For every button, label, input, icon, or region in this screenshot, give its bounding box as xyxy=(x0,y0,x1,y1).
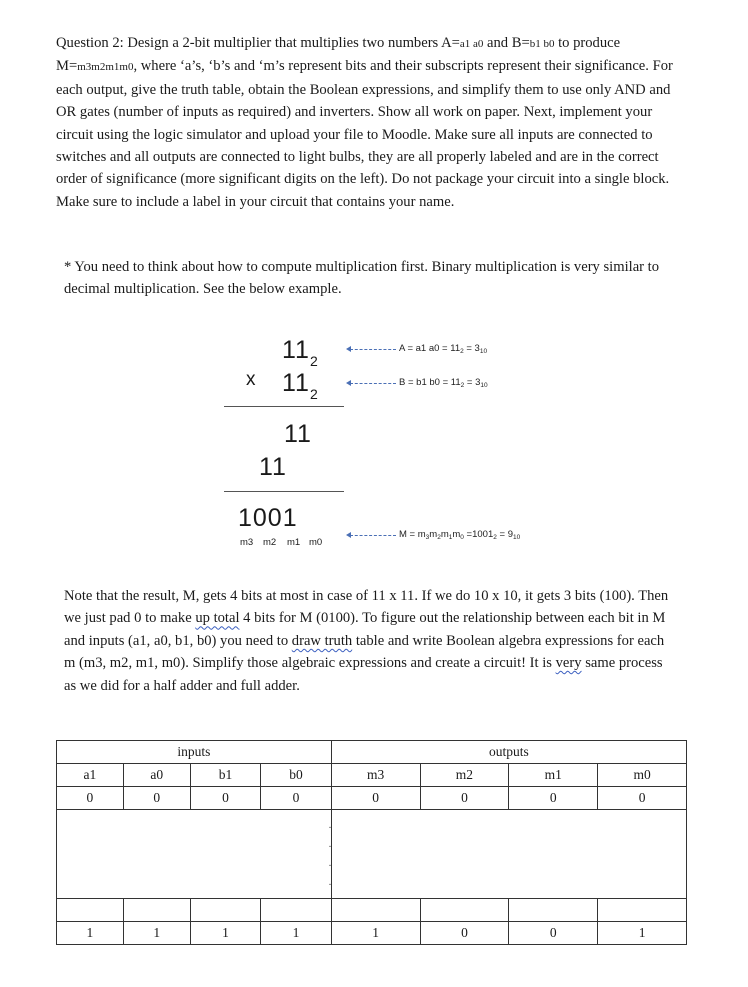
produce-text: to produce M= xyxy=(56,35,621,75)
cell xyxy=(420,899,509,922)
multiplier-base: 2 xyxy=(309,386,318,402)
product-result: 1001 xyxy=(238,504,298,532)
multiplicand: $11_2$ xyxy=(282,336,318,369)
arrow-left-icon xyxy=(350,535,396,536)
cell: 1 xyxy=(331,922,420,945)
cell: 0 xyxy=(420,922,509,945)
cell xyxy=(261,899,332,922)
spellcheck-underline: very xyxy=(555,655,582,672)
question-rest: , where ‘a’s, ‘b’s and ‘m’s represent bits and their subscripts represent their significance. For each output, give the truth table, obtain the Boolean expressions, and simplify them to use only AND and OR gates (number of inputs as required) and inverters. Show all work on paper. Next, implement your circuit using the logic simulator and upload your file to Moodle. Make sure all inputs are connected to switches and all outputs are connected to light bulbs, they are all properly labeled and are in the correct order of significance (more significant digits on the left). Do not package your circuit into a single block. Make sure to include a label in your circuit that contains your name. xyxy=(56,58,673,210)
cell: 0 xyxy=(57,787,124,810)
cell: 0 xyxy=(509,922,598,945)
table-blank-row xyxy=(57,899,687,922)
cell: 1 xyxy=(123,922,190,945)
arrow-left-icon xyxy=(350,383,396,384)
multiplier: $11_2$ xyxy=(282,369,318,402)
cell: 1 xyxy=(261,922,332,945)
multiplicand-base: 2 xyxy=(309,353,318,369)
cell: 0 xyxy=(509,787,598,810)
header-b0: b0 xyxy=(261,764,332,787)
product-rule-bottom xyxy=(224,491,344,492)
partial-product-1: 11 xyxy=(284,420,312,448)
partial-product-2: 11 xyxy=(259,453,287,481)
cell xyxy=(123,899,190,922)
question-paragraph xyxy=(56,32,676,213)
spellcheck-underline: draw truth xyxy=(291,632,353,649)
annotation-m: $M = m_3m_2m_1m_0 =1001_2 = 9_{10}$ xyxy=(399,529,521,541)
table-row xyxy=(57,787,687,810)
hint-paragraph: * You need to think about how to compute multiplication first. Binary multiplication is very similar to decimal multiplication. See the below example. xyxy=(64,259,660,298)
ellipsis-dot: . xyxy=(328,858,332,869)
cell: 1 xyxy=(57,922,124,945)
ellipsis-cell xyxy=(328,810,686,899)
bit-label-m2: m2 xyxy=(263,537,277,548)
bit-label-m0: m0 xyxy=(309,537,323,548)
ellipsis-dot: . xyxy=(328,820,332,831)
header-m0: m0 xyxy=(598,764,687,787)
annotation-a: A = a1 $a0 = 11_2 = 3_{10}$ xyxy=(399,343,488,355)
times-sign: x xyxy=(246,369,257,390)
cell xyxy=(331,899,420,922)
cell: 0 xyxy=(598,787,687,810)
header-a1: a1 xyxy=(57,764,124,787)
cell xyxy=(57,899,124,922)
b-expression: b1 b0 xyxy=(529,38,555,50)
ellipsis-dot: . xyxy=(328,877,332,888)
table-ellipsis-row xyxy=(57,810,687,899)
table-header-row xyxy=(57,764,687,787)
cell: 1 xyxy=(598,922,687,945)
a-expression: a1 a0 xyxy=(459,38,484,50)
cell: 0 xyxy=(261,787,332,810)
cell xyxy=(190,899,261,922)
ellipsis-dot: . xyxy=(328,839,332,850)
table-row xyxy=(57,922,687,945)
outputs-group-header: outputs xyxy=(331,741,686,764)
truth-table xyxy=(56,740,687,945)
header-a0: a0 xyxy=(123,764,190,787)
arrow-left-icon xyxy=(350,349,396,350)
m-expression: m3m2m1m0 xyxy=(77,61,134,74)
cell xyxy=(598,899,687,922)
header-b1: b1 xyxy=(190,764,261,787)
question-intro: Question 2: Design a 2-bit multiplier that multiplies two numbers A= xyxy=(56,35,460,51)
header-m1: m1 xyxy=(509,764,598,787)
table-group-row xyxy=(57,741,687,764)
cell: 0 xyxy=(123,787,190,810)
cell: 0 xyxy=(331,787,420,810)
product-rule-top xyxy=(224,406,344,407)
inputs-group-header: inputs xyxy=(57,741,332,764)
empty-region xyxy=(57,810,332,899)
cell: 0 xyxy=(190,787,261,810)
note-paragraph: Note that the result, M, gets 4 bits at most in case of 11 x 11. If we do 10 x 10, it gets 3 bits (100). Then we just pad 0 to make up total 4 bits for M (0100). To figure out the relationship between each bit in M and inputs (a1, a0, b1, b0) you need to draw truth table and write Boolean algebra expressions for each m (m3, m2, m1, m0). Simplify those algebraic expressions and create a circuit! It is very same process as we did for a half adder and full adder. xyxy=(64,588,669,694)
header-m2: m2 xyxy=(420,764,509,787)
spellcheck-underline: up total xyxy=(195,610,240,627)
cell xyxy=(509,899,598,922)
annotation-b: B = b1 $b0 = 11_2 = 3_{10}$ xyxy=(399,377,488,389)
and-b-text: and B= xyxy=(483,35,530,51)
bit-label-m3: m3 xyxy=(240,537,254,548)
bit-label-m1: m1 xyxy=(287,537,301,548)
cell: 0 xyxy=(420,787,509,810)
header-m3: m3 xyxy=(331,764,420,787)
cell: 1 xyxy=(190,922,261,945)
